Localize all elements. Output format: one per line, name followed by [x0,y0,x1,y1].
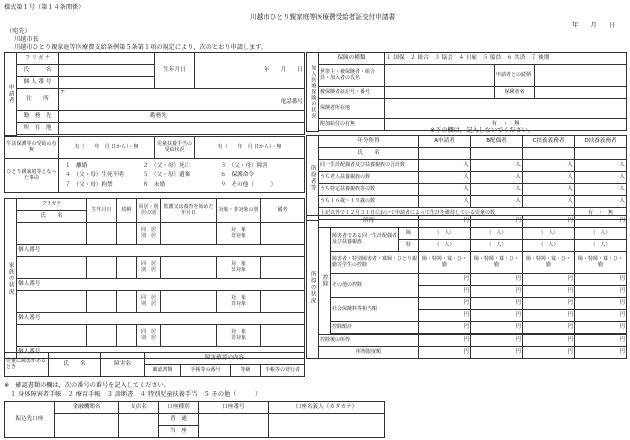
dependent-cell[interactable]: 人 [523,184,575,196]
dependent-cell[interactable]: 人 [419,172,471,184]
account-number-field[interactable] [199,414,269,438]
family-member-kojin[interactable] [17,313,305,325]
insurance-type-options[interactable]: １ 国保 ２ 組合 ３ 協会 ４ 日雇 ５ 船員 ６ 共済 ７ 後期 [385,53,627,65]
amount-cell[interactable]: 円 [419,274,471,286]
form-title: 川越市ひとり親家庭等医療費受給者証交付申請書 [250,13,396,21]
family-member-birth[interactable] [87,223,117,245]
work-phone-label: 勤務先 [150,113,167,120]
applicant-kojin-label: 個 人 番 号 [17,77,59,89]
addressee: 川越市長 [14,36,39,43]
family-member-birth[interactable] [87,257,117,279]
family-note-header: 備考 [261,199,305,223]
dependent-cell[interactable]: 人 [575,172,627,184]
work-address-field[interactable] [59,123,305,135]
insurance-type-label: 保険の種類 [319,53,385,65]
amount-cell[interactable]: 円 [523,298,575,310]
child-allowance-field[interactable]: 有（ 年 月 日から）・無 [195,137,305,159]
reason-option[interactable]: ５ （父・母）遺棄 [142,172,191,179]
amount-cell[interactable]: 円 [523,347,575,359]
dependent-cell[interactable]: 人 [419,160,471,172]
amount-cell[interactable]: 円 [575,322,627,334]
addon-label: 附加給付の有無 [319,119,385,131]
reason-option[interactable]: ４ （父・母）生死不明 [65,172,124,179]
family-dokyo-header: 同居・別居の別 [137,199,161,223]
dependent-cell[interactable]: 人 [419,196,471,208]
amount-cell[interactable]: 円 [523,322,575,334]
applicant-furigana-field[interactable] [59,53,155,65]
amount-cell[interactable]: （ 人） [471,240,523,252]
amount-cell[interactable]: 円 [471,322,523,334]
confirm-note: ※ 確認書類の欄は，次の番号の番号を記入してください。 [4,382,171,389]
deduction-item: 障害者である同一生計配偶者及び扶養親族 [331,228,399,252]
deduction-item: 障害者・特別障害者・寡婦・ひとり親勤労学生の控除 [331,252,419,274]
dec31-field[interactable]: 有 ・ 無 [575,208,627,220]
dependent-row-label: うち１６歳～１９歳の数 [319,196,419,208]
dec31-label: 上記以外で１２月３１日において申請者によって生計を維持している児童の数 [319,208,575,220]
applicant-furigana-label: フ リ ガ ナ [17,53,59,65]
amount-cell[interactable]: 円 [471,216,523,228]
handicap-col: 手帳等の発行者 [261,365,305,377]
family-furigana-header: フリガナ [17,199,87,211]
insurer-addr-field[interactable] [385,99,627,119]
dependent-cell[interactable]: 人 [523,172,575,184]
family-member-name[interactable] [17,223,87,245]
dependent-cell[interactable]: 人 [471,196,523,208]
family-birth-header: 生年月日 [87,199,117,223]
office-use-note: ※下の欄は，記入しないでください。 [430,127,535,134]
family-member-target[interactable]: 対 象 非対象 [217,257,261,279]
amount-cell[interactable]: 円 [523,216,575,228]
check-cell[interactable]: 障・特障・寡・ひ・勤 [471,252,523,274]
col-header-c: C扶養義務者 [523,136,575,148]
deduction-item: 社会保険料等相当額 [331,298,419,322]
family-member-dokyo[interactable]: 同 居 別 居 [137,257,161,279]
kojin-label: 個人番号 [18,281,41,288]
card-field[interactable] [385,87,495,99]
amount-cell[interactable]: 円 [471,286,523,298]
dependent-row-label: うち老人扶養親族の数 [319,172,419,184]
family-member-birth[interactable] [87,325,117,347]
applicant-address-label: 住 所 [17,89,59,111]
relation-field[interactable] [535,65,627,87]
family-member-name[interactable] [17,257,87,279]
amount-cell[interactable]: 円 [471,298,523,310]
amount-cell[interactable]: （ 人） [523,240,575,252]
family-member-target[interactable]: 対 象 非対象 [217,325,261,347]
family-member-name[interactable] [17,291,87,313]
kojin-label: 個人番号 [18,349,41,356]
addressee-label: （宛先） [6,28,31,35]
insurer-field[interactable] [535,87,627,99]
reason-options[interactable] [59,159,305,193]
applicant-kojin-field[interactable] [59,77,155,89]
amount-cell[interactable]: 円 [523,286,575,298]
check-cell[interactable]: 障・特障・寡・ひ・勤 [575,252,627,274]
insurance-group-label: 加入医療保険の状況 [307,53,319,132]
dependent-row-label: うち特定扶養親族等の数 [319,184,419,196]
family-member-note[interactable] [261,257,305,279]
income-table [306,215,627,359]
dependent-cell[interactable]: 人 [471,172,523,184]
amount-cell[interactable]: （ 人） [575,240,627,252]
intro-text: 川越市ひとり親家庭等医療費支給条例第５条第１項の規定により，次のとおり申請します。 [14,44,268,51]
applicant-name-label: 氏 名 [17,65,59,77]
amount-cell[interactable]: （ 人） [575,228,627,240]
reason-option[interactable]: ７ （父・母）拘禁 [65,181,113,188]
shotoku-label: 所得 [319,216,419,228]
applicant-birth-field[interactable]: 年 月 日 [195,53,305,89]
name-cell[interactable] [575,148,627,160]
relation-label: 申請者との続柄 [495,65,535,87]
family-member-kojin[interactable] [17,245,305,257]
bank-col: 口座種別 [159,402,199,414]
family-member-target[interactable]: 対 象 非対象 [217,291,261,313]
dependents-table [306,135,627,221]
addon-field[interactable]: 有 ・ 無 [385,119,627,131]
insurer-addr-label: 保険者所在地 [319,99,385,119]
family-member-note[interactable] [261,325,305,347]
family-member-dokyo[interactable]: 同 居 別 居 [137,223,161,245]
family-start-header: 監護又は養育を始めた年月日 [161,199,217,223]
applicant-address-field[interactable] [59,89,305,111]
family-member-start[interactable] [161,257,217,279]
name-row-label: 氏 名 [319,148,419,160]
bank-col: 口座番号 [199,402,269,414]
holder-label: 世帯主・被保険者・組合員・加入者の氏名 [319,65,385,87]
reason-option[interactable]: ２ （父・母）死亡 [142,162,191,169]
workplace-label: 勤 務 先 [17,111,59,123]
dependent-cell[interactable]: 人 [523,196,575,208]
amount-cell[interactable]: 円 [575,347,627,359]
deduction-label: 控除 [319,228,331,335]
income-limit-label: 所得限度額 [319,347,419,359]
reason-label: ひとり親家庭等となった事由 [5,159,59,193]
form-date: 年 月 日 [572,22,616,29]
after-deduction-label: 控除後の所得 [319,335,419,347]
family-member-relation[interactable] [117,325,137,347]
handicap-table [4,352,305,377]
handicap-label: 児童に障害があるとき [5,353,49,377]
amount-cell[interactable]: 円 [575,310,627,322]
name-cell[interactable] [471,148,523,160]
child-allowance-label: 児童扶養手当の受給状況 [155,137,195,159]
kojin-label: 個人番号 [18,315,41,322]
amount-cell[interactable]: 円 [523,274,575,286]
family-member-target[interactable]: 対 象 非対象 [217,223,261,245]
family-name-header: 氏 名 [17,211,87,223]
deduction-item: その他の控除 [331,274,419,298]
dependent-cell[interactable]: 人 [523,160,575,172]
amount-cell[interactable]: 円 [419,216,471,228]
check-cell[interactable]: 障・特障・寡・ひ・勤 [419,252,471,274]
amount-cell[interactable]: 円 [419,335,471,347]
reason-option[interactable]: ９ その他（ ） [220,181,277,188]
dependent-cell[interactable]: 人 [575,160,627,172]
bank-label: 振込先口座 [5,402,55,438]
col-header-a: A申請者 [419,136,471,148]
work-address-label: 所 在 地 [17,123,59,135]
family-member-start[interactable] [161,325,217,347]
family-table [4,198,305,359]
amount-cell[interactable]: 円 [419,347,471,359]
amount-cell[interactable]: 円 [471,310,523,322]
family-group-label: 家族の状況 [5,199,17,359]
reason-option[interactable]: １ 離婚 [65,162,88,169]
insurer-label: 保険者名 [495,87,535,99]
family-member-relation[interactable] [117,223,137,245]
account-holder-field[interactable] [269,414,385,438]
family-member-start[interactable] [161,223,217,245]
bank-col: 金融機関名 [55,402,119,414]
col-header-b: B配偶者 [471,136,523,148]
applicant-group-label: 申請者 [5,53,17,136]
amount-cell[interactable]: 円 [419,286,471,298]
postal-mark: 〒 [60,89,66,95]
name-cell[interactable] [419,148,471,160]
amount-cell[interactable]: 円 [419,322,471,334]
bank-col: 口座名義人（カタカナ） [269,402,385,414]
dependent-cell[interactable]: 人 [575,184,627,196]
income-group-label: 所得者等 [307,136,319,221]
bank-table [4,401,385,438]
status-table [4,136,305,193]
family-member-name[interactable] [17,325,87,347]
amount-cell[interactable]: 円 [575,286,627,298]
workplace-field[interactable] [59,111,305,123]
handicap-col: 手帳等の番号 [181,365,231,377]
family-member-note[interactable] [261,291,305,313]
family-target-header: 対象・非対象の別 [217,199,261,223]
dependent-row-label: 同一生計配偶者及び扶養親族の合計数 [319,160,419,172]
branch-field[interactable] [119,414,159,438]
family-member-note[interactable] [261,223,305,245]
amount-cell[interactable]: （ 人） [523,228,575,240]
income-section-label: 所得の状況 [307,216,319,359]
family-member-dokyo[interactable]: 同 居 別 居 [137,291,161,313]
family-member-birth[interactable] [87,291,117,313]
reason-option[interactable]: ３ （父・母）障害 [220,162,268,169]
applicant-birth-label: 生年月日 [155,53,195,89]
year-income-header: 年分所得 [319,136,419,148]
form-number: 様式第１号（第１４条関係） [4,4,85,11]
name-cell[interactable] [523,148,575,160]
handicap-type-label: 障害名 [101,353,145,377]
amount-cell[interactable]: （ 人） [419,228,471,240]
check-cell[interactable]: 障・特障・寡・ひ・勤 [523,252,575,274]
amount-cell[interactable]: （ 人） [419,240,471,252]
family-relation-header: 続柄 [117,199,137,223]
amount-cell[interactable]: 円 [575,298,627,310]
family-member-dokyo[interactable]: 同 居 別 居 [137,325,161,347]
amount-cell[interactable]: 円 [471,347,523,359]
dependent-cell[interactable]: 人 [471,184,523,196]
bank-name-field[interactable] [55,414,119,438]
amount-cell[interactable]: 円 [419,310,471,322]
col-header-d: D扶養義務者 [575,136,627,148]
applicant-name-field[interactable] [59,65,155,77]
dependent-cell[interactable]: 人 [575,196,627,208]
deduction-item: 控除額計 [331,322,419,334]
amount-cell[interactable]: 円 [471,335,523,347]
confirm-options: １ 身体障害者手帳 ２ 療育手帳 ３ 診断書 ４ 特別児童扶養手当 ５ その他（ ） [10,391,262,398]
amount-cell[interactable]: 円 [523,310,575,322]
dependent-cell[interactable]: 人 [471,160,523,172]
family-member-relation[interactable] [117,257,137,279]
sho-label: 障 [399,228,419,240]
amount-cell[interactable]: 円 [523,335,575,347]
family-member-relation[interactable] [117,291,137,313]
amount-cell[interactable]: 円 [419,298,471,310]
amount-cell[interactable]: 円 [471,274,523,286]
amount-cell[interactable]: （ 人） [471,228,523,240]
bank-col: 支店名 [119,402,159,414]
family-member-start[interactable] [161,291,217,313]
toku-label: 特 [399,240,419,252]
seiho-label: 生活保護等の受給の有無 [5,137,59,159]
account-type-futsu[interactable]: 普 通 [159,414,199,426]
kojin-label: 個人番号 [18,247,41,254]
handicap-col: 等級 [231,365,261,377]
seiho-field[interactable]: 有（ 年 月 日から）・無 [59,137,155,159]
applicant-table [4,52,305,136]
amount-cell[interactable]: 円 [575,216,627,228]
insurance-table [306,52,627,132]
reason-option[interactable]: ８ 未婚 [142,181,166,188]
phone-label: 電話番号 [280,99,303,105]
dependent-cell[interactable]: 人 [419,184,471,196]
handicap-name-label: 氏 名 [49,353,101,377]
amount-cell[interactable]: 円 [575,274,627,286]
handicap-confirm-label: 障害確認の内容 [145,353,305,365]
account-type-toza[interactable]: 当 座 [159,426,199,438]
card-label: 被保険者証記号・番号 [319,87,385,99]
amount-cell[interactable]: 円 [575,335,627,347]
family-member-kojin[interactable] [17,279,305,291]
reason-option[interactable]: ６ 保護命令 [220,172,254,179]
handicap-col: 確認書類 [145,365,181,377]
holder-field[interactable] [385,65,495,87]
